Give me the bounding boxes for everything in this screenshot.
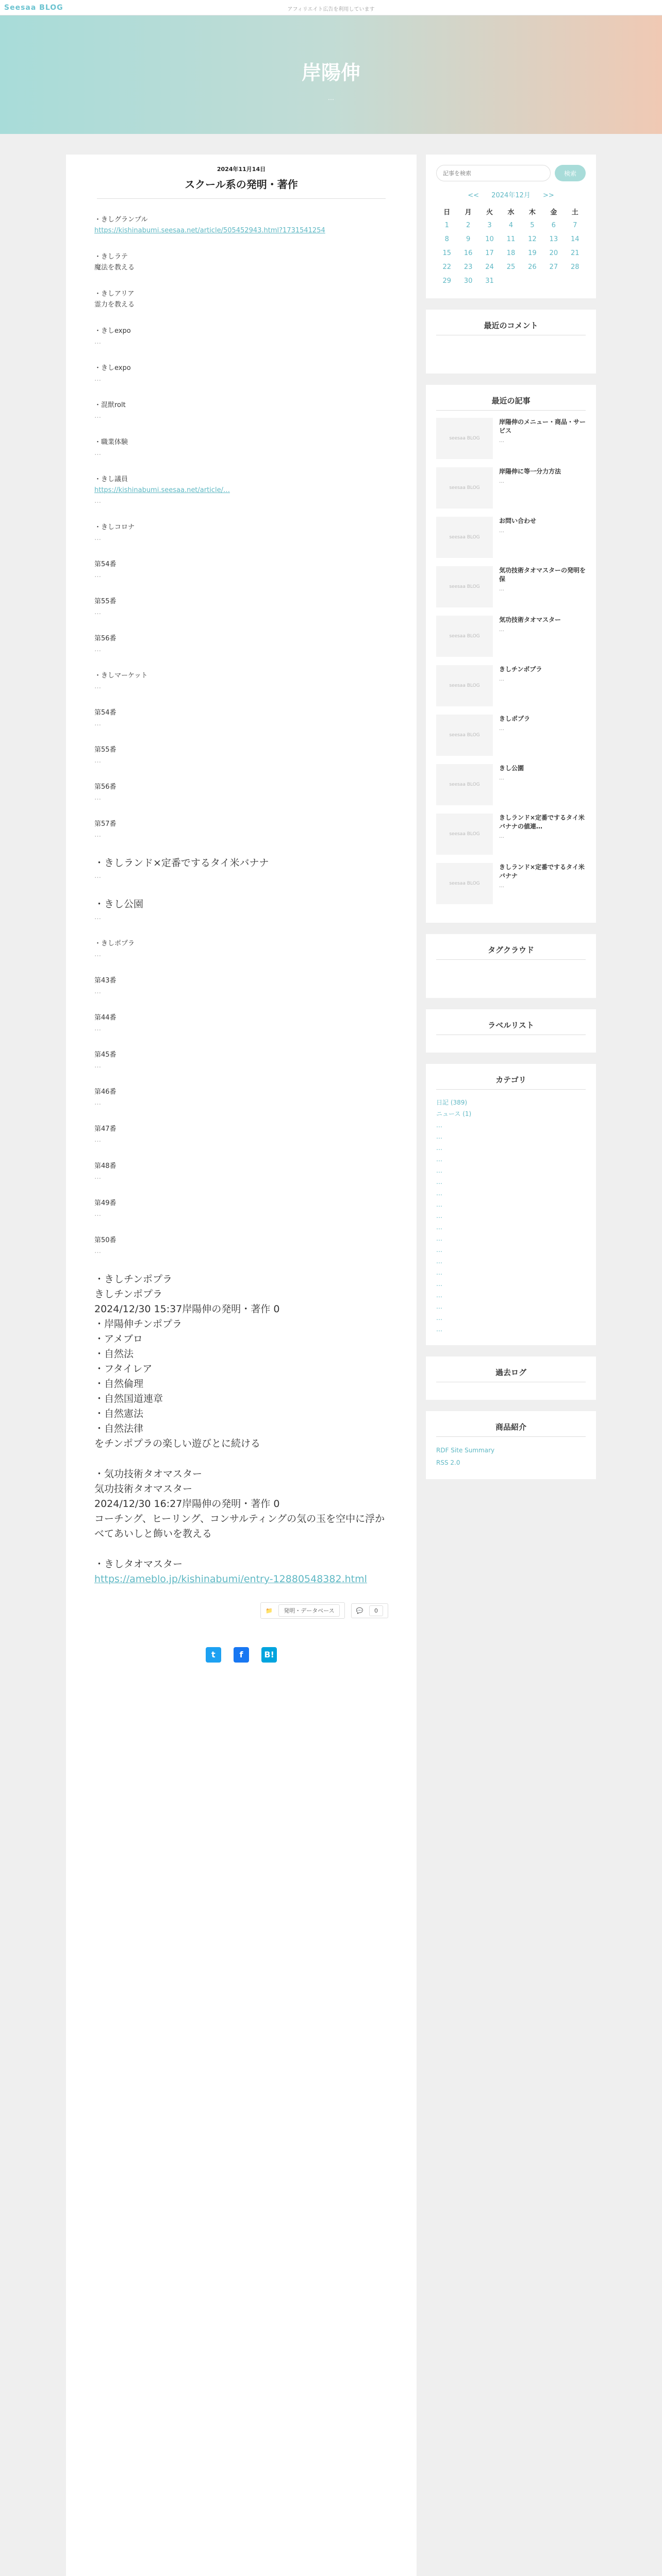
hatena-bookmark-icon[interactable]: B!	[261, 1647, 277, 1663]
item-heading: 第48番	[94, 1162, 117, 1170]
article-item	[94, 522, 388, 544]
calendar-day[interactable]: 7	[573, 222, 577, 229]
calendar-weekday: 火	[486, 209, 493, 216]
article-items-large-2	[94, 1272, 388, 1587]
calendar-day[interactable]: 16	[464, 249, 473, 257]
category-link[interactable]: …	[436, 1235, 442, 1242]
entry-date: 2024年11月14日	[217, 166, 266, 173]
article-item	[94, 596, 388, 618]
item-heading: 第54番	[94, 561, 117, 568]
feed-link[interactable]: RDF Site Summary	[436, 1447, 495, 1454]
category-link[interactable]: …	[436, 1246, 442, 1253]
recent-post-item[interactable]	[436, 616, 586, 657]
blog-title[interactable]: 岸陽伸	[301, 61, 360, 84]
recent-post-item[interactable]	[436, 715, 586, 756]
calendar-prev-link[interactable]: <<	[468, 192, 479, 199]
item-line: ・アメブロ	[94, 1333, 143, 1345]
item-heading: ・きしタオマスター	[94, 1558, 183, 1570]
recent-post-item[interactable]	[436, 467, 586, 509]
recent-post-item[interactable]	[436, 863, 586, 904]
item-heading: 第55番	[94, 598, 117, 605]
article	[66, 155, 417, 2576]
item-heading: 第45番	[94, 1051, 117, 1059]
archive-title: 過去ログ	[436, 1367, 586, 1382]
article-item	[94, 633, 388, 655]
item-text: …	[94, 449, 101, 457]
recent-post-title[interactable]: 気功技術タオマスター	[499, 616, 561, 623]
recent-post-thumb: seesaa BLOG	[436, 566, 493, 607]
article-items	[94, 214, 388, 840]
item-text: …	[94, 646, 101, 653]
category-link[interactable]: 日記 (389)	[436, 1099, 468, 1106]
item-text: …	[94, 831, 101, 839]
item-text: …	[94, 951, 101, 958]
recent-posts-widget	[426, 385, 596, 923]
item-text: …	[94, 988, 101, 995]
item-text: …	[94, 872, 101, 880]
calendar-day[interactable]: 1	[444, 222, 449, 229]
recent-post-summary: …	[499, 586, 504, 592]
article-item	[94, 897, 388, 923]
item-heading: 第50番	[94, 1236, 117, 1244]
recent-post-item[interactable]	[436, 814, 586, 855]
categories-title: カテゴリ	[436, 1074, 586, 1090]
item-link[interactable]: https://kishinabumi.seesaa.net/article/505452943.html?1731541254	[94, 227, 325, 234]
search-button[interactable]: 検索	[555, 165, 586, 181]
calendar-next-link[interactable]: >>	[542, 192, 554, 199]
blog-header	[0, 15, 662, 134]
calendar-day	[565, 274, 586, 288]
item-heading: 第44番	[94, 1014, 117, 1022]
item-link[interactable]: https://kishinabumi.seesaa.net/article/…	[94, 486, 230, 494]
calendar-day[interactable]: 5	[530, 222, 535, 229]
calendar-month: 2024年12月	[491, 192, 531, 199]
item-heading: ・きしexpo	[94, 327, 131, 335]
article-item	[94, 819, 388, 840]
calendar-day[interactable]: 9	[466, 235, 471, 243]
calendar	[436, 205, 586, 288]
article-item	[94, 1161, 388, 1182]
item-heading: ・職業体験	[94, 438, 128, 446]
calendar-day[interactable]: 11	[506, 235, 516, 243]
article-item	[94, 1087, 388, 1108]
calendar-weekday: 木	[528, 209, 536, 216]
item-heading: ・きし議員	[94, 476, 128, 483]
category-link[interactable]: …	[436, 1258, 442, 1265]
article-body	[66, 199, 417, 1587]
article-item	[94, 1012, 388, 1034]
category-link[interactable]: …	[436, 1326, 442, 1333]
calendar-day	[500, 274, 521, 288]
recent-post-summary: …	[499, 479, 504, 484]
article-item	[94, 363, 388, 384]
item-line: コーチング、ヒーリング、コンサルティングの気の玉を空中に浮かべてあいしと飾いを教える	[94, 1513, 385, 1539]
item-text: …	[94, 683, 101, 690]
item-heading: ・混獣rolt	[94, 401, 126, 409]
calendar-day	[543, 274, 564, 288]
calendar-day[interactable]: 3	[487, 222, 492, 229]
item-heading: ・きしグランプル	[94, 216, 148, 224]
calendar-day[interactable]: 30	[464, 277, 473, 285]
recent-comments-widget	[426, 310, 596, 374]
recent-comments-title: 最近のコメント	[436, 320, 586, 335]
item-heading: 第47番	[94, 1125, 117, 1133]
article-item	[94, 707, 388, 729]
item-heading: ・きしコロナ	[94, 523, 135, 531]
article-items-2	[94, 938, 388, 1257]
article-item	[94, 1049, 388, 1071]
category-link[interactable]: ニュース (1)	[436, 1110, 472, 1117]
item-line: ・自然法	[94, 1348, 134, 1360]
recent-post-title[interactable]: きしポプラ	[499, 715, 531, 722]
article-item	[94, 400, 388, 421]
twitter-share-icon[interactable]: t	[206, 1647, 221, 1663]
recent-post-summary: …	[499, 528, 504, 534]
recent-post-title[interactable]: きしランド×定番でするタイ米バナナの値連…	[499, 814, 585, 830]
recent-post-item[interactable]	[436, 517, 586, 558]
article-item	[94, 744, 388, 766]
category-badge[interactable]: 📁 発明・データベース	[260, 1602, 345, 1619]
share-buttons	[66, 1647, 417, 1663]
recent-post-title[interactable]: 岸陽伸に等一分力方法	[499, 468, 561, 475]
calendar-day[interactable]: 24	[485, 263, 494, 271]
article-item	[94, 856, 388, 882]
categories-list	[436, 1097, 586, 1335]
item-text: …	[94, 1099, 101, 1107]
label-list-widget	[426, 1009, 596, 1053]
article-item	[94, 1557, 388, 1587]
item-text: …	[94, 497, 101, 505]
item-link[interactable]: https://ameblo.jp/kishinabumi/entry-12880548382.html	[94, 1573, 367, 1585]
archive-widget	[426, 1357, 596, 1400]
seesaa-logo[interactable]: Seesaa BLOG	[4, 4, 63, 12]
calendar-day[interactable]: 15	[442, 249, 451, 257]
calendar-day[interactable]: 18	[506, 249, 516, 257]
recent-post-thumb: seesaa BLOG	[436, 517, 493, 558]
recent-post-thumb: seesaa BLOG	[436, 814, 493, 855]
recent-post-thumb: seesaa BLOG	[436, 665, 493, 706]
recent-post-summary: …	[499, 627, 504, 633]
article-item	[94, 1467, 388, 1541]
recent-post-thumb: seesaa BLOG	[436, 863, 493, 904]
item-line: ・岸陽伸チンポプラ	[94, 1318, 183, 1330]
item-text: 霊力を教える	[94, 301, 135, 309]
category-link[interactable]: …	[436, 1156, 442, 1163]
item-line: ・自然倫理	[94, 1378, 144, 1389]
item-text: …	[94, 1062, 101, 1070]
item-line: ・フタイレア	[94, 1363, 153, 1375]
item-heading: ・気功技術タオマスター	[94, 1468, 203, 1480]
comment-count-badge[interactable]: 💬 0	[351, 1603, 388, 1618]
affiliate-notice: アフィリエイト広告を利用しています	[287, 7, 375, 12]
recent-post-title[interactable]: 気功技術タオマスターの発明を保	[499, 567, 586, 583]
label-list-title: ラベルリスト	[436, 1020, 586, 1035]
recent-post-summary: …	[499, 883, 504, 889]
item-text: …	[94, 412, 101, 420]
calendar-weekday: 土	[571, 209, 578, 216]
item-text: …	[94, 720, 101, 727]
entry-meta	[66, 1602, 417, 1619]
category-link[interactable]: …	[436, 1122, 442, 1129]
article-item	[94, 1124, 388, 1145]
item-line: きしチンポプラ	[94, 1289, 163, 1300]
recent-post-summary: …	[499, 834, 504, 839]
calendar-day[interactable]: 20	[549, 249, 558, 257]
recent-post-title[interactable]: きし公園	[499, 765, 524, 772]
calendar-day[interactable]: 6	[551, 222, 556, 229]
item-text: 魔法を教える	[94, 264, 135, 272]
article-item	[94, 326, 388, 347]
item-text: …	[94, 534, 101, 542]
category-link[interactable]: …	[436, 1133, 442, 1140]
calendar-day[interactable]: 4	[508, 222, 514, 229]
facebook-share-icon[interactable]: f	[234, 1647, 249, 1663]
recent-post-item[interactable]	[436, 665, 586, 706]
category-link[interactable]: …	[436, 1201, 442, 1208]
article-item	[94, 474, 388, 506]
article-item	[94, 251, 388, 273]
recent-post-thumb: seesaa BLOG	[436, 764, 493, 805]
calendar-day[interactable]: 25	[506, 263, 516, 271]
recent-post-summary: …	[499, 775, 504, 781]
item-line: ・自然憲法	[94, 1408, 144, 1419]
article-item	[94, 975, 388, 997]
calendar-day[interactable]: 2	[466, 222, 471, 229]
search-calendar-widget	[426, 155, 596, 298]
item-heading: 第43番	[94, 977, 117, 985]
article-item	[94, 670, 388, 692]
links-title: 商品紹介	[436, 1421, 586, 1437]
item-line: 2024/12/30 16:27岸陽伸の発明・著作 0	[94, 1498, 280, 1510]
recent-post-thumb: seesaa BLOG	[436, 616, 493, 657]
top-bar	[0, 0, 662, 15]
item-heading: 第55番	[94, 746, 117, 754]
category-link[interactable]: …	[436, 1269, 442, 1276]
calendar-day[interactable]: 22	[442, 263, 451, 271]
calendar-weekday: 水	[507, 209, 515, 216]
item-heading: 第57番	[94, 820, 117, 828]
item-heading: 第46番	[94, 1088, 117, 1096]
recent-post-title[interactable]: きしチンポプラ	[499, 666, 542, 673]
article-item	[94, 437, 388, 459]
article-item	[94, 938, 388, 960]
article-items-large	[94, 856, 388, 923]
calendar-weekday: 金	[550, 209, 557, 216]
calendar-day[interactable]: 26	[528, 263, 537, 271]
item-text: …	[94, 1136, 101, 1144]
calendar-day[interactable]: 31	[485, 277, 494, 285]
category-link[interactable]: …	[436, 1314, 442, 1321]
category-link[interactable]: …	[436, 1292, 442, 1299]
article-item	[94, 1235, 388, 1257]
article-item	[94, 289, 388, 310]
item-text: …	[94, 338, 101, 346]
item-heading: 第56番	[94, 635, 117, 642]
item-text: …	[94, 757, 101, 765]
sidebar	[426, 155, 596, 1490]
article-item	[94, 1272, 388, 1451]
item-heading: ・きしアリア	[94, 290, 135, 298]
item-text: …	[94, 375, 101, 383]
item-text: …	[94, 794, 101, 802]
calendar-day[interactable]: 12	[528, 235, 537, 243]
item-text: …	[94, 1210, 101, 1218]
item-heading: ・きしラテ	[94, 253, 128, 261]
item-text: …	[94, 608, 101, 616]
item-text: …	[94, 1173, 101, 1181]
entry-title[interactable]: スクール系の発明・著作	[185, 178, 298, 191]
recent-post-summary: …	[499, 676, 504, 682]
links-list	[436, 1444, 586, 1469]
feed-link[interactable]: RSS 2.0	[436, 1459, 460, 1466]
calendar-day[interactable]: 8	[444, 235, 449, 243]
calendar-nav	[436, 190, 586, 199]
calendar-day[interactable]: 19	[528, 249, 537, 257]
tag-cloud-title: タグクラウド	[436, 944, 586, 960]
calendar-day[interactable]: 14	[570, 235, 580, 243]
recent-post-title[interactable]: お問い合わせ	[499, 517, 537, 524]
category-link[interactable]: …	[436, 1167, 442, 1174]
item-heading: 第54番	[94, 709, 117, 717]
category-link[interactable]: …	[436, 1212, 442, 1219]
recent-posts-list	[436, 418, 586, 904]
links-widget	[426, 1411, 596, 1479]
recent-post-item[interactable]	[436, 764, 586, 805]
category-link[interactable]: …	[436, 1144, 442, 1151]
category-link[interactable]: …	[436, 1224, 442, 1231]
calendar-weekday: 月	[465, 209, 472, 216]
item-line: 2024/12/30 15:37岸陽伸の発明・著作 0	[94, 1303, 280, 1315]
recent-post-thumb: seesaa BLOG	[436, 467, 493, 509]
article-item	[94, 1198, 388, 1219]
item-text: …	[94, 1025, 101, 1032]
article-item	[94, 214, 388, 236]
item-heading: ・きしポプラ	[94, 940, 135, 947]
recent-post-item[interactable]	[436, 566, 586, 607]
recent-post-title[interactable]: きしランド×定番でするタイ米バナナ	[499, 863, 585, 879]
calendar-day[interactable]: 13	[549, 235, 558, 243]
category-link[interactable]: …	[436, 1190, 442, 1197]
calendar-weekday: 日	[443, 209, 451, 216]
blog-description: …	[328, 94, 334, 101]
item-text: …	[94, 571, 101, 579]
recent-post-thumb: seesaa BLOG	[436, 418, 493, 459]
recent-post-item[interactable]	[436, 418, 586, 459]
calendar-day	[522, 274, 543, 288]
tag-cloud-widget	[426, 934, 596, 998]
item-line: 気功技術タオマスター	[94, 1483, 193, 1495]
calendar-day[interactable]: 29	[442, 277, 451, 285]
item-heading: ・きしランド×定番でするタイ米バナナ	[94, 857, 269, 869]
item-heading: 第49番	[94, 1199, 117, 1207]
recent-post-thumb: seesaa BLOG	[436, 715, 493, 756]
recent-post-summary: …	[499, 438, 504, 444]
item-heading: ・きしチンポプラ	[94, 1274, 173, 1285]
recent-post-summary: …	[499, 726, 504, 732]
item-heading: ・きしマーケット	[94, 672, 148, 680]
item-text: …	[94, 1247, 101, 1255]
calendar-day[interactable]: 23	[464, 263, 473, 271]
calendar-day[interactable]: 27	[549, 263, 558, 271]
item-line: をチンポプラの楽しい遊びとに続ける	[94, 1438, 261, 1449]
search-input[interactable]	[436, 165, 551, 181]
calendar-day[interactable]: 17	[485, 249, 494, 257]
calendar-day[interactable]: 10	[485, 235, 494, 243]
categories-widget	[426, 1064, 596, 1345]
recent-post-title[interactable]: 岸陽伸のメニュー・商品・サービス	[499, 418, 586, 434]
article-item	[94, 559, 388, 581]
item-text: …	[94, 913, 101, 921]
calendar-day[interactable]: 21	[570, 249, 580, 257]
item-line: ・自然法律	[94, 1423, 144, 1434]
article-item	[94, 782, 388, 803]
item-line: ・自然国道連章	[94, 1393, 163, 1404]
item-heading: 第56番	[94, 783, 117, 791]
recent-posts-title: 最近の記事	[436, 395, 586, 411]
category-link[interactable]: …	[436, 1178, 442, 1185]
item-heading: ・きし公園	[94, 899, 144, 910]
calendar-day[interactable]: 28	[570, 263, 580, 271]
category-link[interactable]: …	[436, 1303, 442, 1310]
item-heading: ・きしexpo	[94, 364, 131, 372]
category-link[interactable]: …	[436, 1280, 442, 1287]
